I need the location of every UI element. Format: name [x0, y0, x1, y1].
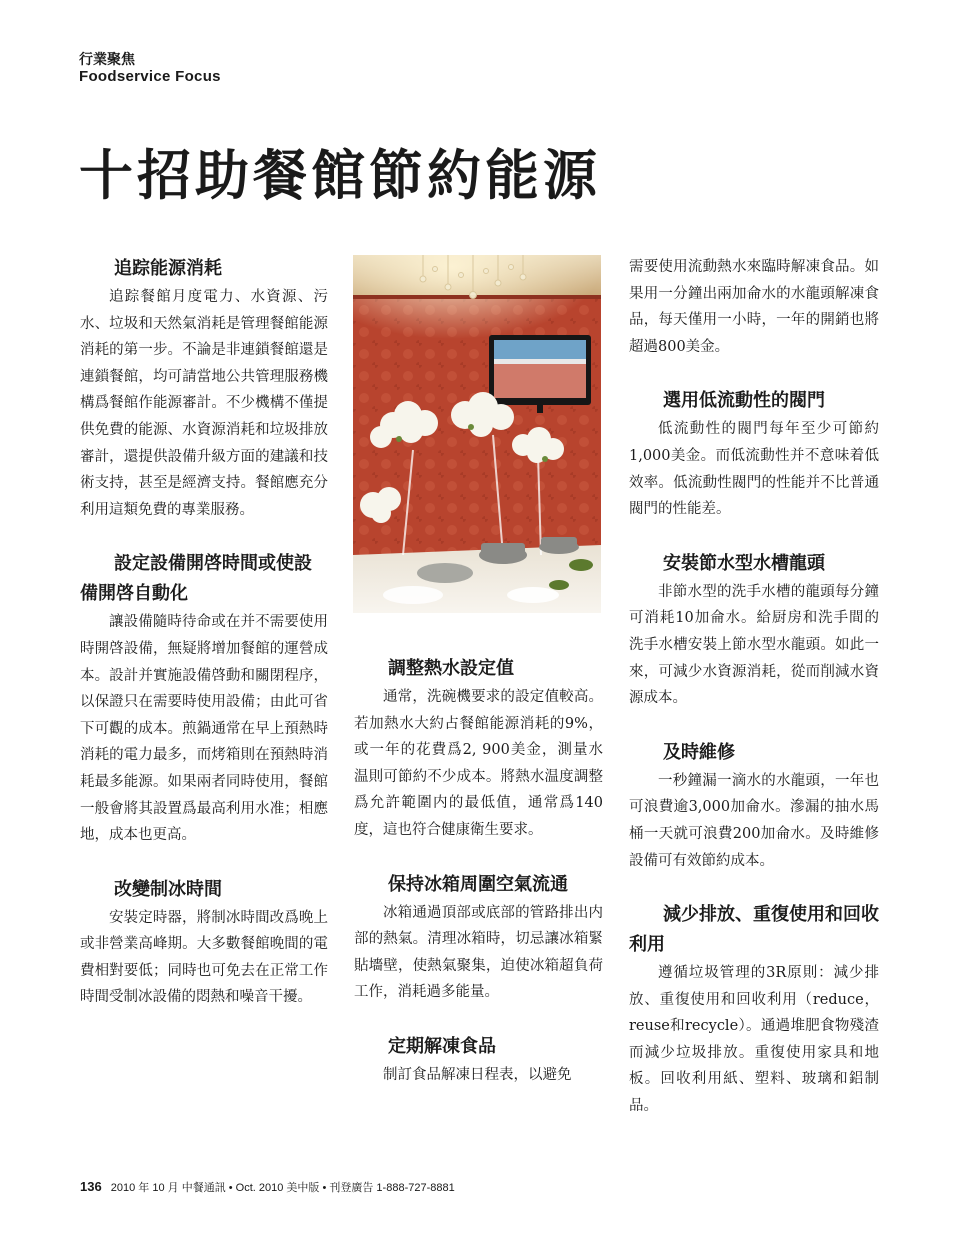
section-body: 冰箱通過頂部或底部的管路排出内部的熱氣。清理冰箱時，切忌讓冰箱緊貼墻壁，使熱氣聚集，迫使冰箱超負荷工作，消耗過多能量。 [354, 904, 603, 1001]
section-faucets [629, 549, 879, 712]
section-label-zh: 行業聚焦 [79, 51, 135, 67]
section-equipment-timing [80, 549, 328, 848]
section-body: 制訂食品解凍日程表，以避免 [383, 1066, 572, 1083]
section-body: 遵循垃圾管理的3R原則：減少排放、重復使用和回收利用（reduce，reuse和recycle）。通過堆肥食物殘渣而減少垃圾排放。重復使用家具和地板。回收利用紙、塑料、玻璃和鋁制品。 [629, 965, 879, 1115]
section-heading: 定期解凍食品 [388, 1035, 496, 1057]
section-3r [629, 900, 879, 1120]
section-body: 追踪餐館月度電力、水資源、污水、垃圾和天然氣消耗是管理餐館能源消耗的第一步。不論是非連鎖餐館還是連鎖餐館，均可請當地公共管理服務機構爲餐館作能源審計。不少機構不僅提供免費的能源、水資源消耗和垃圾排放審計，還提供設備升級方面的建議和技術支持，甚至是經濟支持。餐館應充分利用這類免費的專業服務。 [80, 289, 328, 518]
section-body: 讓設備隨時待命或在并不需要使用時開啓設備，無疑將增加餐館的運營成本。設計并實施設備啓動和關閉程序，以保證只在需要時使用設備；由此可省下可觀的成本。煎鍋通常在早上預熱時消耗的電力最多，而烤箱則在預熱時消耗最多能源。如果兩者同時使用，餐館一般會將其設置爲最高利用水准；相應地，成本也更高。 [80, 614, 328, 844]
section-body: 安裝定時器，將制冰時間改爲晚上或非營業高峰期。大多數餐館晚間的電費相對要低；同時也可免去在正常工作時間受制冰設備的悶熱和噪音干擾。 [80, 909, 328, 1006]
section-hot-water [354, 654, 603, 844]
section-body: 通常，洗碗機要求的設定值較高。若加熱水大約占餐館能源消耗的9%，或一年的花費爲2, 900美金，測量水温則可節約不少成本。將熱水温度調整爲允許範圍内的最低值，通常爲140度，這也符合健康衛生要求。 [354, 689, 603, 838]
section-heading: 保持冰箱周圍空氣流通 [388, 873, 568, 895]
section-body: 一秒鐘漏一滴水的水龍頭，一年也可浪費逾3,000加侖水。滲漏的抽水馬桶一天就可浪費200加侖水。及時維修設備可有效節約成本。 [629, 772, 879, 869]
article-title: 十招助餐館節約能源 [79, 143, 601, 207]
page-number: 136 [80, 1179, 102, 1194]
column-2 [354, 654, 603, 1115]
section-heading: 調整熱水設定值 [388, 658, 514, 679]
section-heading: 追踪能源消耗 [114, 258, 222, 279]
restaurant-photo-image [353, 255, 601, 613]
section-low-flow-valves [629, 386, 879, 522]
footer-info: 2010 年 10 月 中餐通訊 • Oct. 2010 美中版 • 刊登廣告 1-888-727-8881 [110, 1182, 455, 1194]
section-heading: 減少排放、重復使用和回收利用 [629, 904, 879, 956]
section-ice-making [80, 875, 328, 1011]
section-heading: 設定設備開啓時間或使設備開啓自動化 [80, 553, 312, 605]
section-heading: 選用低流動性的閥門 [663, 390, 825, 412]
section-repairs [629, 738, 879, 874]
section-body: 低流動性的閥門每年至少可節約1,000美金。而低流動性并不意味着低效率。低流動性閥門的性能并不比普通閥門的性能差。 [629, 421, 879, 518]
section-heading: 安裝節水型水槽龍頭 [663, 552, 825, 574]
section-label-en: Foodservice Focus [79, 68, 221, 85]
restaurant-photo [353, 255, 601, 613]
section-header [79, 50, 221, 86]
column-3 [629, 254, 879, 1146]
column-1 [80, 254, 328, 1037]
section-thaw-food-continued [629, 254, 879, 360]
section-body-continued: 需要使用流動熱水來臨時解凍食品。如果用一分鐘出兩加侖水的水龍頭解凍食品，每天僅用一小時，一年的開銷也將超過800美金。 [629, 259, 879, 355]
section-heading: 及時維修 [663, 741, 735, 763]
section-heading: 改變制冰時間 [114, 878, 222, 900]
section-body: 非節水型的洗手水槽的龍頭每分鐘可消耗10加侖水。給厨房和洗手間的洗手水槽安裝上節水型水龍頭。如此一來，可減少水資源消耗，從而削減水資源成本。 [629, 583, 879, 707]
section-thaw-food [354, 1032, 603, 1089]
page-footer [80, 1179, 455, 1195]
section-fridge-airflow [354, 870, 603, 1006]
section-track-energy [80, 254, 328, 523]
